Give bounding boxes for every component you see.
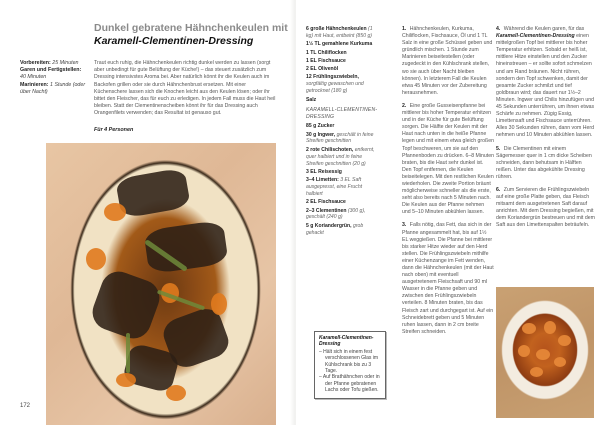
dressing-heading: KARAMELL-CLEMENTINEN-DRESSING [306,107,378,121]
dressing-bowl-photo [496,287,594,418]
tip-item: – Hält sich in einem fest verschlossenen Glas im Kühlschrank bis zu 3 Tage. [319,348,379,375]
clementine-segment [522,323,536,334]
step-1: 1. Hähnchenkeulen, Kurkuma, Chiliflocken, Fischsauce, Öl und 1 TL Salz in eine große Schüssel geben und gründlich mischen. 1 Stunde zum Marinieren beiseitestellen (oder zugedeckt in den Kühlschrank stellen, wo sie auch über Nacht bleiben können). In letzterem Fall die Keulen etwa 45 Minuten vor der Zubereitung herausnehmen. [402,26,493,96]
cook-label: Garen und Fertigstellen: [20,67,82,74]
step-5: 5. Die Clementinen mit einem Sägemesser quer in 1 cm dicke Scheiben schneiden, dann behutsam in Hälften reißen. Unter das abgekühlte Dressing rühren. [496,145,592,180]
step-2: 2. Eine große Gusseisenpfanne bei mittlerer bis hoher Temperatur erhitzen und in der Küche für gute Belüftung sorgen. Die Hälfte der Keulen mit der Haut nach unten in die heiße Pfanne legen und mit einem etwa gleich großen Topf beschweren, um sie auf den Pfannenboden zu drücken. 6–8 Minuten braten, bis die Haut sehr dunkel ist. Den Topf entfernen, die Keulen beiseitelegen. Mit den restlichen Keulen wiederholen. Die zweite Portion bräunt möglicherweise schneller als die erste, seht also bereits nach 5 Minuten nach. Die Keulen aus der Pfanne nehmen und 5–10 Minuten abkühlen lassen. [402,102,495,216]
clementine-segment [211,293,227,315]
clementine-segment [166,385,186,401]
recipe-meta [20,60,92,96]
ingredient: 1 TL Chiliflocken [306,49,347,56]
steps-column-2 [496,26,596,236]
step-6: 6. Zum Servieren die Frühlingszwiebeln auf eine große Platte geben, das Fleisch mitsamt dem ausgetretenen Saft darauf anrichten. Mit dem Dressing begießen, mit dem Koriandergrün bestreuen und mit dem Saft aus den Limettenspalten beträufeln. [496,186,595,229]
marinate-label: Marinieren: [20,81,49,88]
dressing-ingredient: 3 EL Reisessig [306,168,342,175]
clementine-segment [104,203,126,221]
ingredient: 1 EL Fischsauce [306,57,346,64]
recipe-title [94,22,294,47]
page-number: 172 [20,403,31,409]
ingredients-list [306,26,380,238]
dressing-ingredient: 2 EL Fischsauce [306,199,346,206]
dressing-ingredient: 30 g Ingwer, geschält in feine Streifen geschnitten [306,131,374,145]
chicken-platter-photo [46,143,276,425]
step-4: 4. Während die Keulen garen, für das Karamell-Clementinen-Dressing einen mittelgroßen Topf bei mittlerer bis hoher Temperatur erhitzen. Sobald er heiß ist, mittlere Hitze einstellen und den Zucker hineinstreuen – er sollte sofort schmelzen und am Rand bräunen. Nicht rühren, sondern den Topf schwenken, damit der gesamte Zucker schmilzt und tief goldbraun wird; das dauert nur 1½–2 Minuten. Ingwer und Chilis hinzufügen und 45 Sekunden unterrühren, um ihnen etwas Schärfe zu nehmen. Zügig Essig, Limettensaft und Fischsauce unterrühren. Alles 30 Sekunden rühren, dann vom Herd nehmen und 10 Minuten abkühlen lassen. [496,26,595,139]
dressing-ingredient: 85 g Zucker [306,123,335,130]
ingredient: 1½ TL gemahlene Kurkuma [306,41,373,48]
clementine-segment [86,248,106,270]
chicken-piece [115,167,191,219]
tip-item: – Auf Brathähnchen oder in der Pfanne gebratenen Lachs oder Tofu gießen. [319,374,380,394]
dressing-tip-box [314,331,386,399]
ingredient: 2 EL Olivenöl [306,66,339,73]
dressing-ingredient: 5 g Koriandergrün, grob gehackt [306,222,364,236]
intro-paragraph: Traut euch ruhig, die Hähnchenkeulen richtig dunkel werden zu lassen (sorgt aber unbedingt für gute Belüftung der Küche!) – das steuert zusätzlich zum Dressing intensivstes Aroma bei. Aber natürlich könnt ihr die Keulen auch im Backofen grillen oder sie durch Hähnchenbrust ersetzen. Mit einer Küchenschere lassen sich die Knochen leicht aus den Keulen lösen; oder ihr bittet den Fleischer, das für euch zu erledigen. In jedem Fall muss die Haut heil bleiben. Statt der Clementinenscheiben könnt ihr für das Dressing auch Orangenfilets verwenden; das Resultat ist genauso gut. [94,60,276,117]
title-line-2: Karamell-Clementinen-Dressing [94,35,254,47]
ingredient: Salz [306,96,317,103]
dressing-ingredient: 2–3 Clementinen (300 g), geschält (240 g) [306,207,366,221]
spring-onion [126,333,130,373]
clementine-segment [518,345,530,357]
cook-value: 40 Minuten [20,74,47,81]
step-3: 3. Falls nötig, das Fett, das sich in der Pfanne angesammelt hat, bis auf 1½ EL weggießen. Die Pfanne bei mittlerer bis starker Hitze wieder auf den Herd stellen. Die Frühlingszwiebeln mithilfe einer Küchenzange im Fett wenden, dann die Hähnchenkeulen (mit der Haut nach oben) mit eventuell ausgetretenem Fleischsaft und 90 ml Wasser in die Pfanne geben und zwischen den Frühlingszwiebeln verteilen. 8 Minuten braten, bis das Fleisch zart und durchgegart ist. Auf ein Schneidebrett geben und 5 Minuten ruhen lassen, dann in 2 cm breite Streifen schneiden. [402,222,494,335]
servings: Für 4 Personen [94,127,134,133]
title-line-1: Dunkel gebratene Hähnchenkeulen mit [94,22,288,34]
prep-value: 25 Minuten [52,60,79,66]
steps-column-1 [402,26,494,342]
clementine-segment [536,349,550,360]
clementine-segment [116,373,136,387]
left-page [0,0,293,425]
dressing-ingredient: 2 rote Chilischoten, entkernt, quer halbiert und in feine Streifen geschnitten (20 g) [306,146,375,167]
clementine-segment [544,321,556,334]
tip-title: Karamell-Clementinen-Dressing [319,335,374,348]
marinate-value: 1 Stunde (oder über Nacht) [20,81,86,95]
dressing-ingredient: 3–4 Limetten: 3 EL Saft ausgepresst, eine Frucht halbiert [306,177,363,197]
ingredient: 12 Frühlingszwiebeln, sorgfältig gewaschen und getrocknet (180 g) [306,74,364,95]
clementine-segment [554,357,566,367]
prep-label: Vorbereiten: [20,60,51,66]
ingredient: 6 große Hähnchenkeulen (1 kg) mit Haut, entbeint (850 g) [306,26,373,39]
chicken-piece [88,267,165,344]
clementine-segment [558,335,571,346]
clementine-segment [530,367,543,377]
